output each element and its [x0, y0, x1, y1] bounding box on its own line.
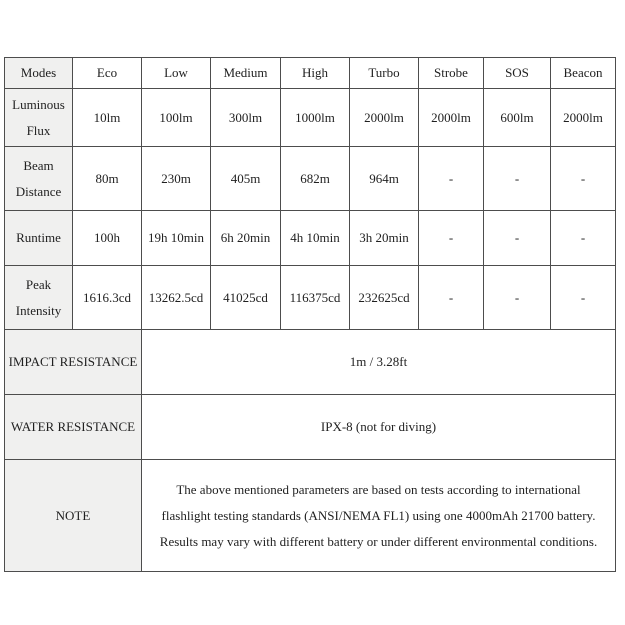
value-cell: 6h 20min [211, 211, 281, 266]
value-cell: 405m [211, 147, 281, 211]
value-cell: 232625cd [350, 266, 419, 330]
note-line: flashlight testing standards (ANSI/NEMA FL1) using one 4000mAh 21700 battery. [161, 507, 596, 523]
mode-header-sos: SOS [484, 58, 551, 89]
value-cell: 2000lm [419, 89, 484, 147]
value-cell: 2000lm [350, 89, 419, 147]
impact-resistance-row [5, 330, 616, 395]
value-cell: 4h 10min [281, 211, 350, 266]
mode-header-medium: Medium [211, 58, 281, 89]
modes-header-cell: Modes [5, 58, 73, 89]
row-label-beam-distance: Beam Distance [5, 147, 73, 211]
value-cell: 41025cd [211, 266, 281, 330]
value-cell: 80m [73, 147, 142, 211]
row-label-luminous-flux: Luminous Flux [5, 89, 73, 147]
value-cell: - [551, 266, 616, 330]
value-cell: - [551, 147, 616, 211]
row-label-note: NOTE [5, 460, 142, 572]
water-resistance-row [5, 395, 616, 460]
beam-distance-row [5, 147, 616, 211]
value-cell: 2000lm [551, 89, 616, 147]
mode-header-high: High [281, 58, 350, 89]
water-resistance-value: IPX-8 (not for diving) [142, 395, 616, 460]
runtime-row [5, 211, 616, 266]
flashlight-spec-table [4, 57, 616, 572]
value-cell: 1616.3cd [73, 266, 142, 330]
value-cell: - [419, 266, 484, 330]
mode-header-strobe: Strobe [419, 58, 484, 89]
value-cell: - [484, 147, 551, 211]
value-cell: 3h 20min [350, 211, 419, 266]
row-label-water-resistance: WATER RESISTANCE [5, 395, 142, 460]
value-cell: - [419, 211, 484, 266]
mode-header-eco: Eco [73, 58, 142, 89]
impact-resistance-value: 1m / 3.28ft [142, 330, 616, 395]
value-cell: - [551, 211, 616, 266]
peak-intensity-row [5, 266, 616, 330]
value-cell: - [419, 147, 484, 211]
row-label-impact-resistance: IMPACT RESISTANCE [5, 330, 142, 395]
header-row [5, 58, 616, 89]
value-cell: 116375cd [281, 266, 350, 330]
value-cell: 1000lm [281, 89, 350, 147]
row-label-peak-intensity: Peak Intensity [5, 266, 73, 330]
value-cell: - [484, 211, 551, 266]
luminous-flux-row [5, 89, 616, 147]
mode-header-low: Low [142, 58, 211, 89]
note-line: The above mentioned parameters are based on tests according to international [176, 481, 581, 497]
value-cell: 682m [281, 147, 350, 211]
mode-header-turbo: Turbo [350, 58, 419, 89]
row-label-runtime: Runtime [5, 211, 73, 266]
mode-header-beacon: Beacon [551, 58, 616, 89]
value-cell: 100h [73, 211, 142, 266]
value-cell: 100lm [142, 89, 211, 147]
value-cell: 19h 10min [142, 211, 211, 266]
value-cell: 13262.5cd [142, 266, 211, 330]
value-cell: - [484, 266, 551, 330]
value-cell: 600lm [484, 89, 551, 147]
value-cell: 10lm [73, 89, 142, 147]
note-text [142, 460, 616, 572]
value-cell: 300lm [211, 89, 281, 147]
note-row [5, 460, 616, 572]
value-cell: 964m [350, 147, 419, 211]
value-cell: 230m [142, 147, 211, 211]
note-line: Results may vary with different battery or under different environmental conditions. [159, 533, 598, 549]
